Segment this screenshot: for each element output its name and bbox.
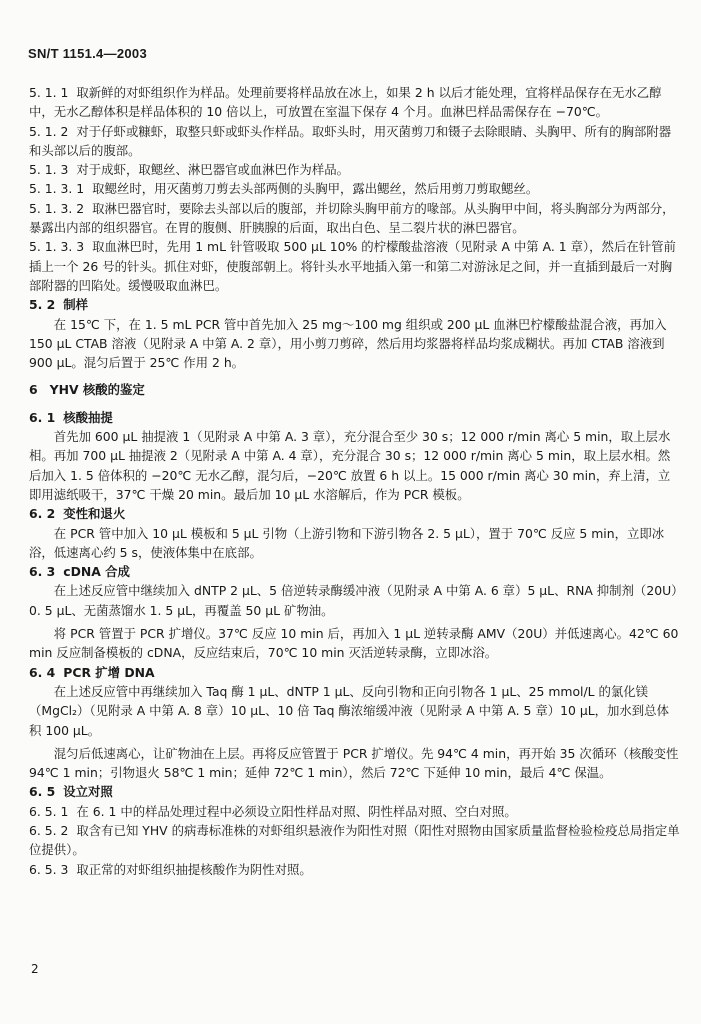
paragraph-6-1: 首先加 600 µL 抽提液 1（见附录 A 中第 A. 3 章），充分混合至少 30 s；12 000 r/min 离心 5 min，取上层水相。再加 700 µL 抽提液 2（见附录 A 中第 A. 4 章），充分混合 30 s；12 000 r/min 离心 5 min，取上层水相。然后加入 1. 5 倍体积的 −20℃ 无水乙醇，混匀后，−20℃ 放置 6 h 以上。15 000 r/min 离心 30 min，弃上清，立即用滤纸吸干，37℃ 干燥 20 min。最后加 10 µL 水溶解后，作为 PCR 模板。 [29,429,671,502]
clause-text: 在 6. 1 中的样品处理过程中必须设立阳性样品对照、阴性样品对照、空白对照。 [76,803,517,819]
heading-title: cDNA 合成 [63,564,130,580]
page-number: 2 [31,962,39,976]
heading-title: 设立对照 [63,784,113,800]
clause-text: 对于仔虾或糠虾，取整只虾或虾头作样品。取虾头时，用灭菌剪刀和镊子去除眼睛、头胸甲、所有的胸部附器和头部以后的腹部。 [29,123,672,158]
document-body [29,83,681,879]
heading-title: PCR 扩增 DNA [63,664,155,680]
heading-title: 变性和退火 [63,506,126,522]
clause-text: 取淋巴器官时，要除去头部以后的腹部，并切除头胸甲前方的喙部。从头胸甲中间，将头胸部分为两部分，暴露出内部的组织器官。在胃的腹侧、肝胰腺的后面，取出白色、呈二裂片状的淋巴器官。 [29,200,675,236]
clause-5-1-1 [29,83,681,122]
heading-6-3 [29,562,681,581]
paragraph-6-4-b: 混匀后低速离心，让矿物油在上层。再将反应管置于 PCR 扩增仪。先 94℃ 4 min，再开始 35 次循环（核酸变性 94℃ 1 min；引物退火 58℃ 1 min；延伸 72℃ 1 min），然后 72℃ 下延伸 10 min，最后 4℃ 保温。 [29,745,679,781]
clause-text: 取新鲜的对虾组织作为样品。处理前要将样品放在冰上，如果 2 h 以后才能处理，宜将样品保存在无水乙醇中，无水乙醇体积是样品体积的 10 倍以上，可放置在室温下保存 4 个月。血淋巴样品需保存在 −70℃。 [29,85,662,120]
clause-6-5-3 [29,860,681,879]
heading-title: 制样 [63,297,89,313]
heading-number: 6. 4 [29,664,56,680]
clause-number: 5. 1. 2 [29,123,69,139]
clause-6-5-1 [29,802,681,821]
paragraph-6-3-a: 在上述反应管中继续加入 dNTP 2 µL、5 倍逆转录酶缓冲液（见附录 A 中第 A. 6 章）5 µL、RNA 抑制剂（20U）0. 5 µL、无菌蒸馏水 1. 5 µL，再覆盖 50 µL 矿物油。 [29,583,678,618]
clause-number: 5. 1. 3. 1 [29,181,85,197]
heading-6 [29,380,681,399]
paragraph-6-3-b: 将 PCR 管置于 PCR 扩增仪。37℃ 反应 10 min 后，再加入 1 µL 逆转录酶 AMV（20U）并低速离心。42℃ 60 min 反应制备模板的 cDNA，反应结束后，70℃ 10 min 灭活逆转录酶，立即冰浴。 [29,626,679,661]
heading-number: 6. 2 [29,506,56,522]
clause-5-1-3-2 [29,199,681,238]
heading-number: 6. 5 [29,784,56,800]
clause-number: 5. 1. 1 [29,85,69,100]
clause-5-1-3 [29,160,681,179]
heading-6-5 [29,782,681,801]
document-number-header: SN/T 1151.4—2003 [28,46,147,61]
clause-number: 6. 5. 1 [29,803,69,819]
clause-text: 对于成虾，取鳃丝、淋巴器官或血淋巴作为样品。 [76,162,349,178]
clause-text: 取含有已知 YHV 的病毒标准株的对虾组织悬液作为阳性对照（阳性对照物由国家质量监督检验检疫总局指定单位提供）。 [29,822,680,858]
paragraph-6-2: 在 PCR 管中加入 10 µL 模板和 5 µL 引物（上游引物和下游引物各 2. 5 µL），置于 70℃ 反应 5 min，立即冰浴，低速离心约 5 s，使液体集中在底部。 [29,525,665,560]
clause-5-1-3-3 [29,237,681,295]
clause-number: 6. 5. 3 [29,861,69,877]
clause-text: 取鳃丝时，用灭菌剪刀剪去头部两侧的头胸甲，露出鳃丝，然后用剪刀剪取鳃丝。 [92,181,539,197]
heading-6-4 [29,663,681,682]
heading-6-2 [29,504,681,523]
paragraph-6-4-a: 在上述反应管中再继续加入 Taq 酶 1 µL、dNTP 1 µL、反向引物和正向引物各 1 µL、25 mmol/L 的氯化镁（MgCl₂）（见附录 A 中第 A. 8 章）10 µL、10 倍 Taq 酶浓缩缓冲液（见附录 A 中第 A. 5 章）10 µL，加水到总体积 100 µL。 [29,683,669,738]
clause-number: 5. 1. 3. 2 [29,200,85,216]
clause-text: 取正常的对虾组织抽提核酸作为阴性对照。 [76,861,312,877]
heading-5-2 [29,295,681,314]
heading-number: 6 [29,382,38,398]
heading-number: 5. 2 [29,297,56,313]
clause-5-1-2 [29,122,681,161]
heading-6-1 [29,408,681,427]
clause-number: 5. 1. 3 [29,162,69,178]
paragraph-5-2: 在 15℃ 下，在 1. 5 mL PCR 管中首先加入 25 mg～100 mg 组织或 200 µL 血淋巴柠檬酸盐混合液，再加入 150 µL CTAB 溶液（见附录 A 中第 A. 2 章），用小剪刀剪碎，然后用均浆器将样品均浆成糊状。再加 CTAB 溶液到 900 µL。混匀后置于 25℃ 作用 2 h。 [29,316,667,371]
heading-title: 核酸抽提 [63,409,113,425]
clause-6-5-2 [29,821,681,860]
clause-number: 6. 5. 2 [29,822,69,838]
clause-5-1-3-1 [29,179,681,198]
heading-number: 6. 1 [29,409,56,425]
heading-number: 6. 3 [29,564,56,580]
clause-number: 5. 1. 3. 3 [29,239,85,255]
clause-text: 取血淋巴时，先用 1 mL 针管吸取 500 µL 10% 的柠檬酸盐溶液（见附录 A 中第 A. 1 章），然后在针管前插上一个 26 号的针头。抓住对虾，使腹部朝上。将针头水平地插入第一和第二对游泳足之间，并一直插到最后一对胸部附器的凹陷处。缓慢吸取血淋巴。 [29,239,676,293]
heading-title: YHV 核酸的鉴定 [49,382,145,398]
